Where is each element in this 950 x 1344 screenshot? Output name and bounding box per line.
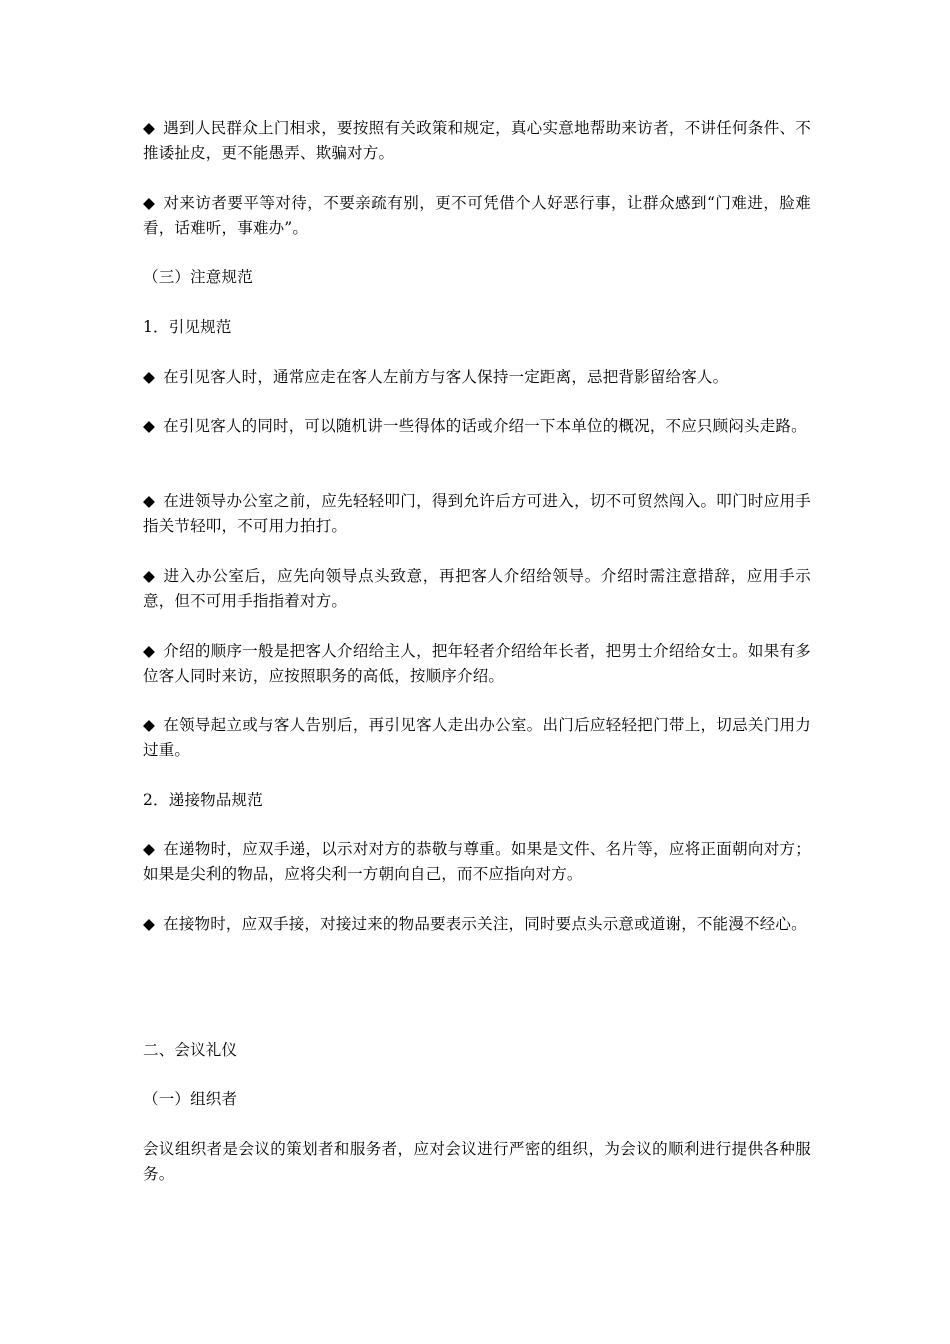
paragraph-text: 在领导起立或与客人告别后，再引见客人走出办公室。出门后应轻轻把门带上，切忌关门用力过重。 [143,716,812,759]
body-paragraph [143,1137,811,1187]
paragraph-text: 在引见客人的同时，可以随机讲一些得体的话或介绍一下本单位的概况，不应只顾闷头走路。 [163,417,807,435]
subsection-heading [143,1087,811,1112]
paragraph-text: 介绍的顺序一般是把客人介绍给主人，把年轻者介绍给年长者，把男士介绍给女士。如果有多位客人同时来访，应按照职务的高低，按顺序介绍。 [143,642,812,685]
bullet-paragraph [143,564,811,614]
bullet-paragraph [143,713,811,763]
paragraph-text: 进入办公室后，应先向领导点头致意，再把客人介绍给领导。介绍时需注意措辞，应用手示意，但不可用手指指着对方。 [143,567,811,610]
bullet-paragraph [143,414,811,439]
bullet-diamond-icon: ◆ [143,492,156,510]
bullet-diamond-icon: ◆ [143,716,156,734]
bullet-paragraph [143,912,811,937]
bullet-diamond-icon: ◆ [143,840,156,858]
heading-text: （三）注意规范 [143,268,253,286]
bullet-paragraph [143,639,811,689]
subsection-heading [143,315,811,340]
paragraph-text: 在进领导办公室之前，应先轻轻叩门，得到允许后方可进入，切不可贸然闯入。叩门时应用手指关节轻叩，不可用力拍打。 [143,492,812,535]
heading-text: 1．引见规范 [143,318,232,336]
bullet-paragraph [143,191,811,241]
heading-text: 二、会议礼仪 [143,1041,238,1059]
bullet-paragraph [143,837,811,887]
bullet-diamond-icon: ◆ [143,417,156,435]
bullet-diamond-icon: ◆ [143,194,156,212]
paragraph-text: 遇到人民群众上门相求，要按照有关政策和规定，真心实意地帮助来访者，不讲任何条件、不推诿扯皮，更不能愚弄、欺骗对方。 [143,119,812,162]
bullet-paragraph [143,489,811,539]
paragraph-text: 对来访者要平等对待，不要亲疏有别，更不可凭借个人好恶行事，让群众感到“门难进，脸难看，话难听，事难办”。 [143,194,811,237]
paragraph-text: 在递物时，应双手递，以示对对方的恭敬与尊重。如果是文件、名片等，应将正面朝向对方；如果是尖利的物品，应将尖利一方朝向自己，而不应指向对方。 [143,840,812,883]
subsection-heading [143,265,811,290]
subsection-heading [143,788,811,813]
bullet-diamond-icon: ◆ [143,567,156,585]
paragraph-text: 在引见客人时，通常应走在客人左前方与客人保持一定距离，忌把背影留给客人。 [163,368,729,386]
bullet-diamond-icon: ◆ [143,119,156,137]
bullet-diamond-icon: ◆ [143,368,156,386]
bullet-diamond-icon: ◆ [143,915,156,933]
section-heading [143,1038,811,1063]
bullet-paragraph [143,116,811,166]
paragraph-text: 会议组织者是会议的策划者和服务者，应对会议进行严密的组织，为会议的顺利进行提供各种服务。 [143,1140,811,1183]
bullet-paragraph [143,365,811,390]
bullet-diamond-icon: ◆ [143,642,156,660]
paragraph-text: 在接物时，应双手接，对接过来的物品要表示关注，同时要点头示意或道谢，不能漫不经心。 [163,915,807,933]
heading-text: （一）组织者 [143,1090,238,1108]
heading-text: 2．递接物品规范 [143,791,263,809]
